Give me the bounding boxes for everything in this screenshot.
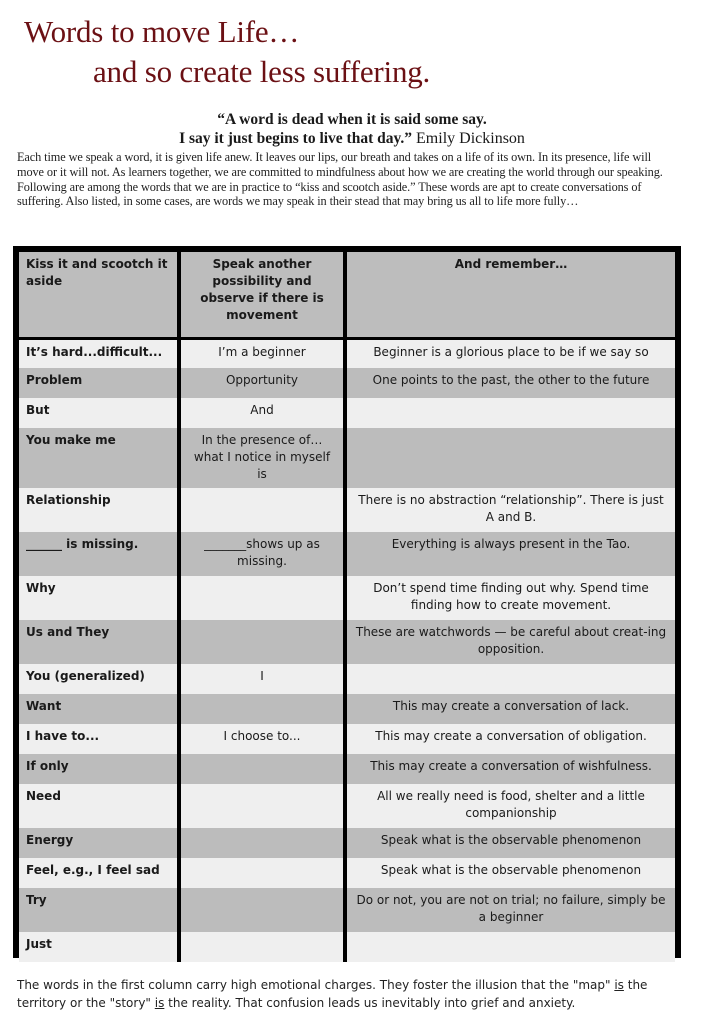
alternative-cell [179, 888, 345, 932]
alternative-cell [179, 828, 345, 858]
alternative-cell [179, 858, 345, 888]
quote-author: Emily Dickinson [416, 130, 525, 147]
table-row [19, 664, 675, 694]
table-row [19, 888, 675, 932]
alternative-cell [179, 576, 345, 620]
remember-cell: This may create a conversation of wishfulness. [345, 754, 675, 784]
word-cell: Relationship [19, 488, 179, 532]
footer-emphasis-is-2: is [154, 996, 165, 1010]
remember-cell: Do or not, you are not on trial; no failure, simply be a beginner [345, 888, 675, 932]
remember-cell [345, 428, 675, 488]
alternative-cell [179, 488, 345, 532]
table-row [19, 932, 675, 962]
word-cell: Want [19, 694, 179, 724]
alternative-cell [179, 754, 345, 784]
alternative-cell: I [179, 664, 345, 694]
header-kiss-aside: Kiss it and scootch it aside [19, 252, 179, 338]
word-cell: If only [19, 754, 179, 784]
table-row [19, 576, 675, 620]
remember-cell: Everything is always present in the Tao. [345, 532, 675, 576]
word-cell: Us and They [19, 620, 179, 664]
alternative-cell [179, 932, 345, 962]
table-row [19, 620, 675, 664]
word-cell: ______ is missing. [19, 532, 179, 576]
table-row [19, 398, 675, 428]
word-cell: Just [19, 932, 179, 962]
table-row [19, 694, 675, 724]
remember-cell: Speak what is the observable phenomenon [345, 828, 675, 858]
words-table-frame [13, 246, 681, 958]
alternative-cell: In the presence of… what I notice in myself is [179, 428, 345, 488]
table-row [19, 488, 675, 532]
footer-paragraph [17, 976, 687, 1012]
table-header-row [19, 252, 675, 338]
word-cell: Need [19, 784, 179, 828]
table-row [19, 532, 675, 576]
word-cell: It’s hard...difficult... [19, 338, 179, 368]
remember-cell: This may create a conversation of lack. [345, 694, 675, 724]
word-cell: Energy [19, 828, 179, 858]
table-row [19, 368, 675, 398]
remember-cell: All we really need is food, shelter and a little companionship [345, 784, 675, 828]
remember-cell: Beginner is a glorious place to be if we say so [345, 338, 675, 368]
footer-text-2: the territory or the "story" [17, 978, 648, 1010]
remember-cell: There is no abstraction “relationship”. There is just A and B. [345, 488, 675, 532]
footer-text-3: the reality. That confusion leads us inevitably into grief and anxiety. [164, 996, 576, 1010]
remember-cell: This may create a conversation of obligation. [345, 724, 675, 754]
remember-cell: Speak what is the observable phenomenon [345, 858, 675, 888]
remember-cell: These are watchwords — be careful about creat-ing opposition. [345, 620, 675, 664]
word-cell: You make me [19, 428, 179, 488]
title-line-1: Words to move Life… [24, 14, 300, 49]
word-cell: You (generalized) [19, 664, 179, 694]
title-line-2: and so create less suffering. [93, 54, 431, 89]
word-cell: Feel, e.g., I feel sad [19, 858, 179, 888]
table-row [19, 828, 675, 858]
word-cell: I have to... [19, 724, 179, 754]
table-row [19, 724, 675, 754]
words-table [19, 252, 675, 962]
alternative-cell: I’m a beginner [179, 338, 345, 368]
footer-text-1: The words in the first column carry high emotional charges. They foster the illusion that the "map" [17, 978, 615, 992]
table-row [19, 858, 675, 888]
footer-emphasis-is-1: is [614, 978, 624, 992]
remember-cell [345, 932, 675, 962]
word-cell: Try [19, 888, 179, 932]
alternative-cell: And [179, 398, 345, 428]
header-speak-another: Speak another possibility and observe if there is movement [179, 252, 345, 338]
alternative-cell [179, 620, 345, 664]
header-and-remember: And remember… [345, 252, 675, 338]
quote-line-2-wrap [0, 129, 704, 148]
word-cell: Why [19, 576, 179, 620]
alternative-cell: I choose to... [179, 724, 345, 754]
quote-line-1: “A word is dead when it is said some say. [217, 111, 487, 128]
word-cell: Problem [19, 368, 179, 398]
remember-cell: Don’t spend time finding out why. Spend time finding how to create movement. [345, 576, 675, 620]
alternative-cell [179, 784, 345, 828]
table-row [19, 784, 675, 828]
quote-line-2: I say it just begins to live that day.” [179, 130, 413, 147]
alternative-cell: _______shows up as missing. [179, 532, 345, 576]
remember-cell: One points to the past, the other to the future [345, 368, 675, 398]
quote-block [0, 110, 704, 148]
alternative-cell [179, 694, 345, 724]
word-cell: But [19, 398, 179, 428]
remember-cell [345, 398, 675, 428]
table-row [19, 428, 675, 488]
alternative-cell: Opportunity [179, 368, 345, 398]
table-row [19, 338, 675, 368]
table-row [19, 754, 675, 784]
remember-cell [345, 664, 675, 694]
intro-paragraph: Each time we speak a word, it is given life anew. It leaves our lips, our breath and takes on a life of its own. In its presence, life will move or it will not. As learners together, we are committed to mindfulness about how we are creating the world through our speaking. Following are among the words that we are in practice to “kiss and scootch aside.” These words are apt to create conversations of suffering. Also listed, in some cases, are words we may speak in their stead that may bring us all to life more fully… [17, 150, 663, 209]
